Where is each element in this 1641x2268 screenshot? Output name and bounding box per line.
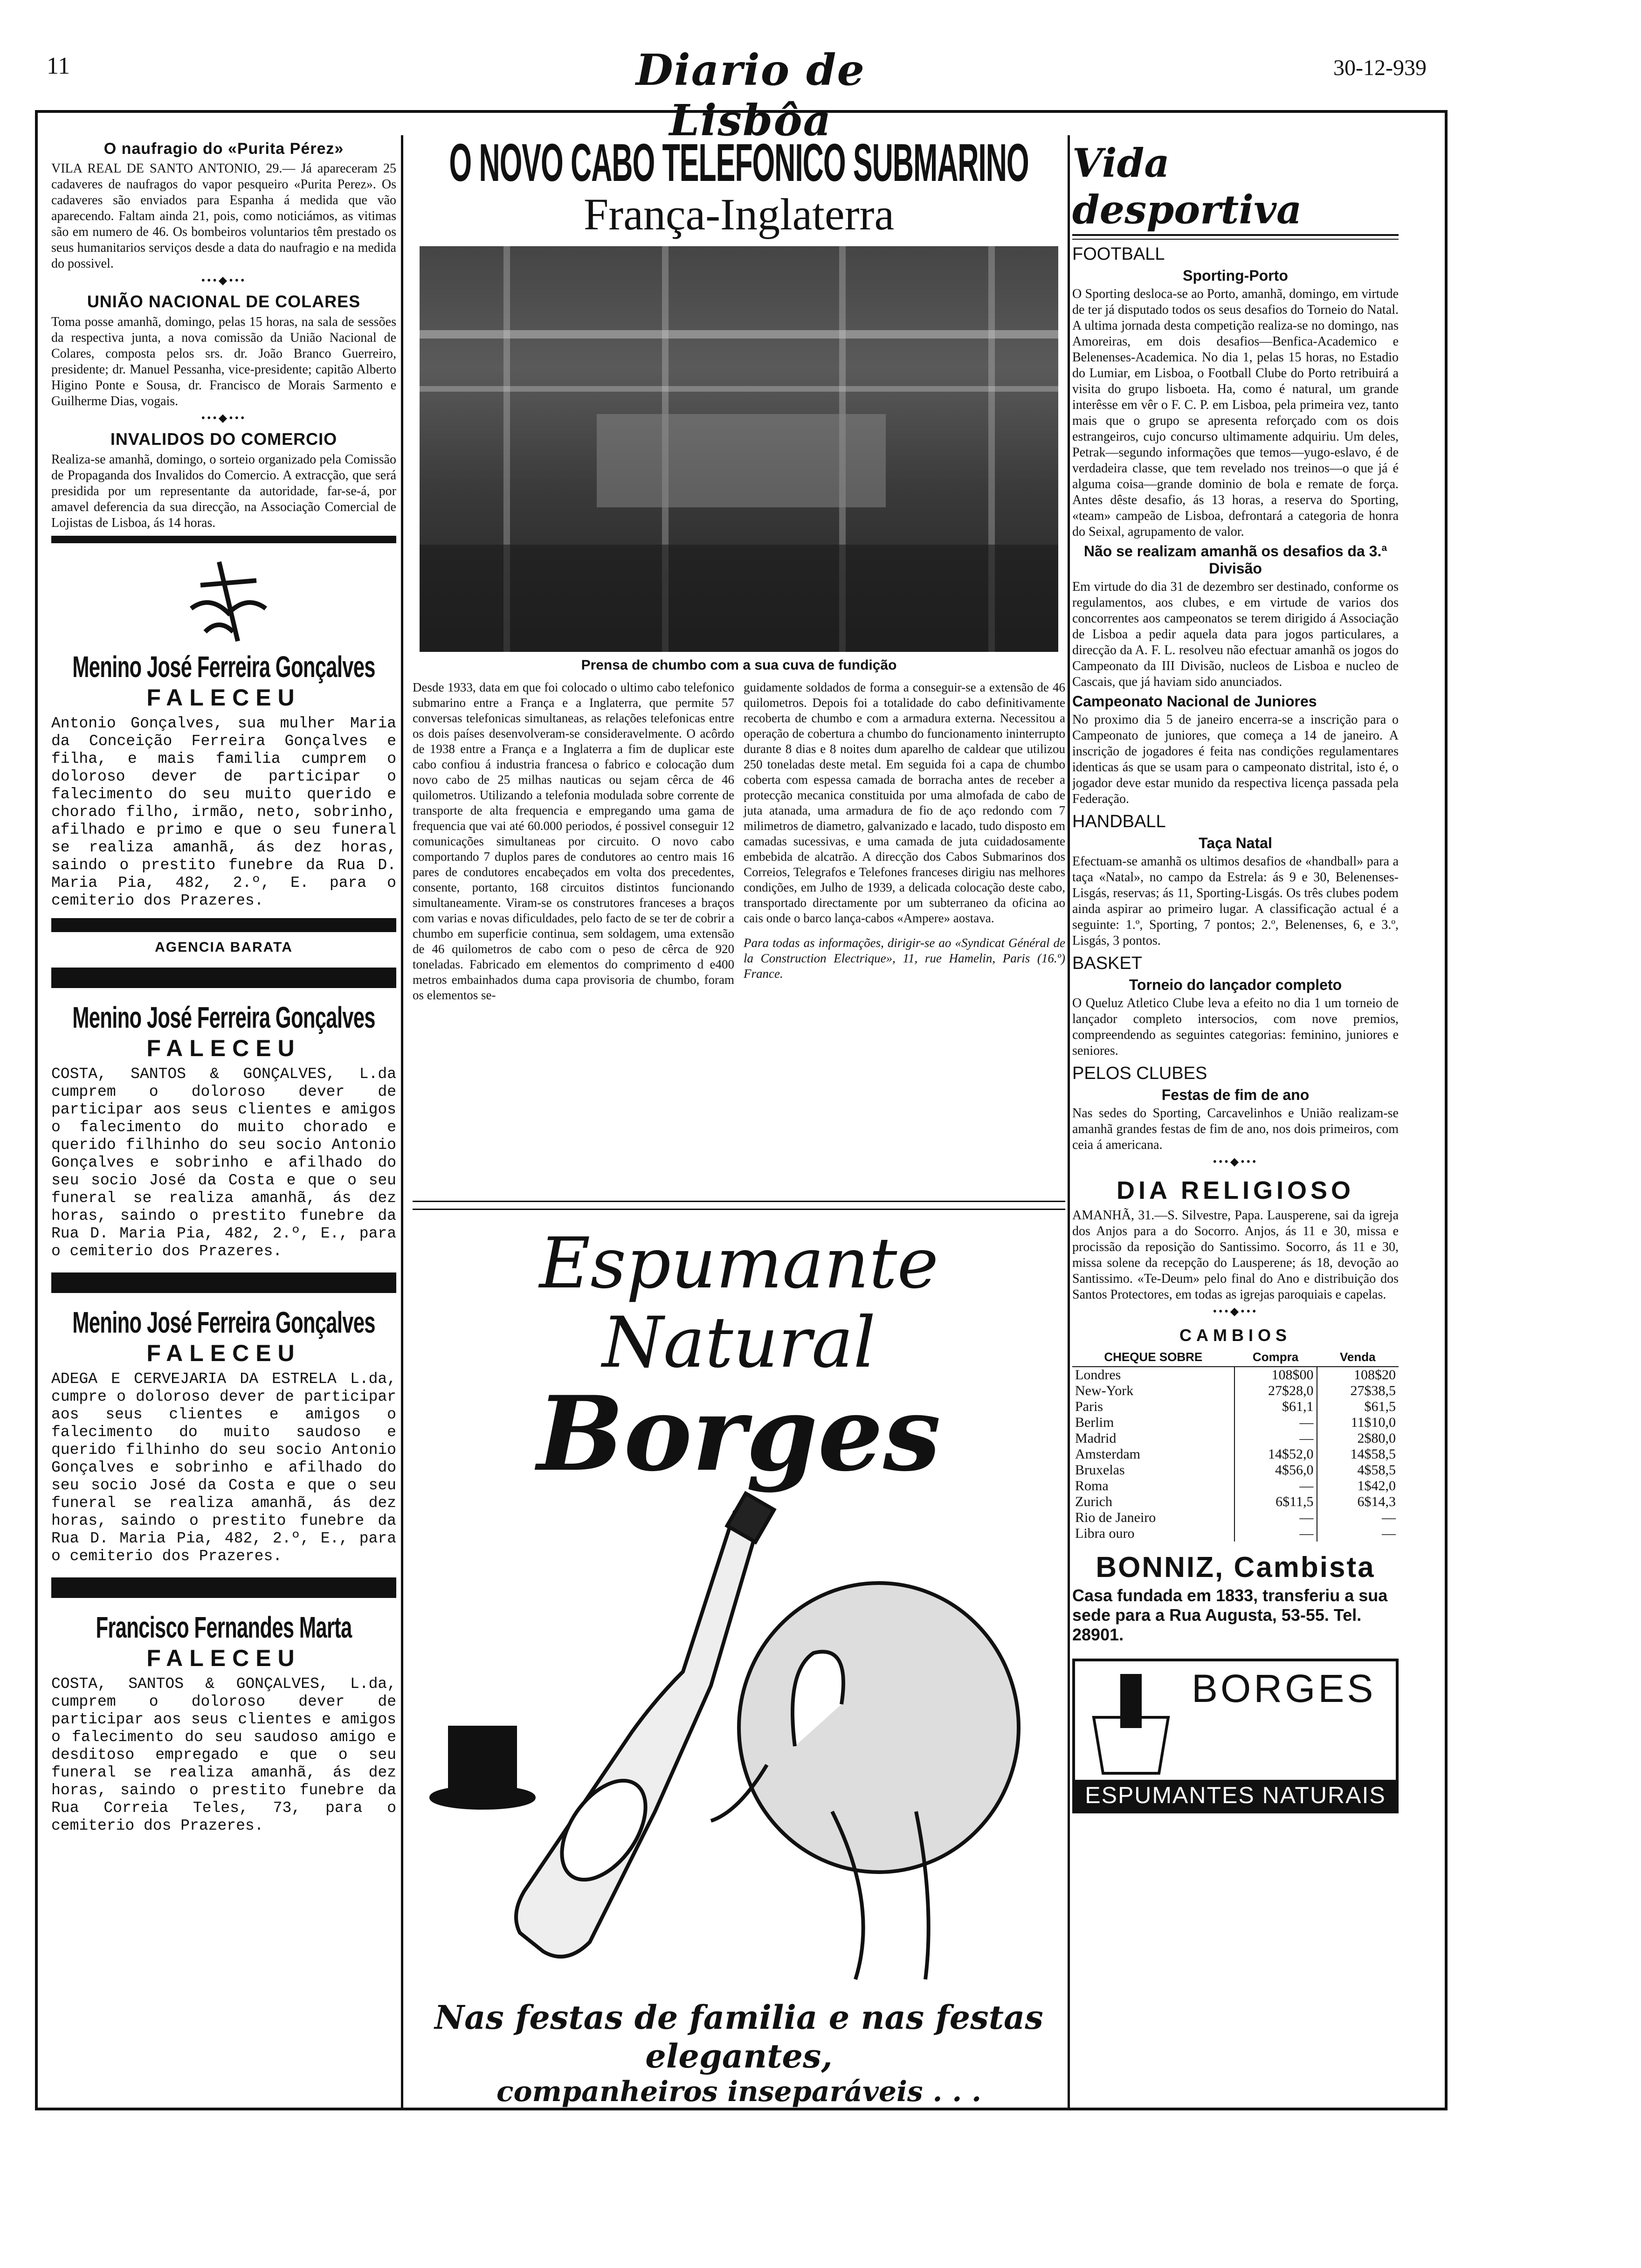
title-rule — [1072, 234, 1399, 240]
ad-footer: companheiros inseparáveis . . . — [496, 2075, 981, 2108]
currency-name: Libra ouro — [1075, 1526, 1135, 1541]
bonniz-ad-title: BONNIZ, Cambista — [1096, 1551, 1375, 1583]
article-body: AMANHÃ, 31.—S. Silvestre, Papa. Lausperene, sai da igreja dos Anjos para a do Socorro. Anjos, ás 11 e 30, missa e procissão da reposição do Santissimo. Socorro, ás 11 e 30, missa solene da recepção do Lausperene; ás 18, devoção ao Santissimo. «Te-Deum» pelo final do Ano e distribuição dos Santos Protectores, em todas as igrejas paroquiais e capelas. — [1072, 1208, 1399, 1302]
column-rule — [401, 135, 403, 2108]
exchange-table — [1072, 1348, 1399, 1542]
ornament: •••◆••• — [1213, 1306, 1258, 1318]
table-row — [1072, 1446, 1399, 1462]
table-row — [1072, 1526, 1399, 1542]
article-body: O Queluz Atletico Clube leva a efeito no dia 1 um torneio de lançador completo intersocios, com nove premios, compreendendo as seguintes categorias: feminino, juniores e seniores. — [1072, 996, 1399, 1058]
sell-rate: 2$80,0 — [1317, 1431, 1399, 1446]
currency-name: Zurich — [1075, 1494, 1112, 1509]
table-row — [1072, 1415, 1399, 1431]
ad-brand: Borges — [537, 1373, 941, 1494]
obituary-name: Menino José Ferreira Gonçalves — [72, 650, 375, 684]
divider-bar — [51, 1577, 396, 1598]
divider-bar — [51, 968, 396, 988]
buy-rate: 108$00 — [1234, 1367, 1317, 1383]
sport-section: PELOS CLUBES — [1072, 1064, 1207, 1083]
table-row — [1072, 1462, 1399, 1478]
buy-rate: — — [1234, 1431, 1317, 1446]
obituary-faleceu: FALECEU — [146, 685, 301, 711]
sell-rate: 1$42,0 — [1317, 1478, 1399, 1494]
ornament: •••◆••• — [201, 412, 247, 424]
sport-section: BASKET — [1072, 954, 1142, 973]
sell-rate: 27$38,5 — [1317, 1383, 1399, 1399]
sell-rate: — — [1317, 1526, 1399, 1542]
ornament: •••◆••• — [201, 275, 247, 287]
table-row — [1072, 1367, 1399, 1383]
obituary-name: Francisco Fernandes Marta — [96, 1611, 352, 1644]
obituary-text: ADEGA E CERVEJARIA DA ESTRELA L.da, cumpre o doloroso dever de participar aos seus clientes e amigos o falecimento do muito saudoso e querido filhinho do seu socio Antonio Gonçalves e sobrinho e afilhado do seu socio José da Costa e que o seu funeral se realiza amanhã, ás dez horas, saindo o prestito funebre da Rua D. Maria Pia, 482, 2.º, E., para o cemiterio dos Prazeres. — [51, 1370, 396, 1565]
obituary-text: COSTA, SANTOS & GONÇALVES, L.da, cumprem o doloroso dever de participar aos seus clientes e amigos o falecimento do seu saudoso amigo e desditoso empregado e que o seu funeral se realiza amanhã, ás dez horas, saindo o prestito funebre da Rua Correia Teles, 73, para o cemiterio dos Prazeres. — [51, 1675, 396, 1834]
obituary-text: COSTA, SANTOS & GONÇALVES, L.da cumprem o doloroso dever de participar aos seus clientes e amigos o falecimento do muito chorado e querido filhinho do seu socio Antonio Gonçalves e sobrinho e afilhado do seu socio José da Costa e que o seu funeral se realiza amanhã, ás dez horas, saindo o prestito funebre da Rua D. Maria Pia, 482, 2.º, E., para o cemiterio dos Prazeres. — [51, 1065, 396, 1260]
buy-rate: 14$52,0 — [1234, 1446, 1317, 1462]
ornament: •••◆••• — [1213, 1156, 1258, 1168]
currency-name: Roma — [1075, 1478, 1109, 1494]
currency-name: Amsterdam — [1075, 1446, 1140, 1462]
borges-brand: BORGES — [1192, 1666, 1376, 1710]
buy-rate: 6$11,5 — [1234, 1494, 1317, 1510]
sell-rate: 14$58,5 — [1317, 1446, 1399, 1462]
article-photo — [420, 246, 1058, 652]
obituary-text: Antonio Gonçalves, sua mulher Maria da Conceição Ferreira Gonçalves e filha, e mais familia cumprem o doloroso dever de participar o falecimento do seu muito querido e chorado filho, irmão, neto, sobrinho, afilhado e primo e que o seu funeral se realiza amanhã, ás dez horas, saindo o prestito funebre da Rua D. Maria Pia, 482, 2.º, E. para o cemiterio dos Prazeres. — [51, 715, 396, 909]
table-row — [1072, 1383, 1399, 1399]
table-row — [1072, 1478, 1399, 1494]
article-body: No proximo dia 5 de janeiro encerra-se a inscrição para o Campeonato de juniores, que começa a 14 de janeiro. A inscrição de jogadores é feita nas condições regulamentares identicas ás que se usam para o campeonato distrital, isto é, o jogador deve estar munido da respectiva licença passada pela Federação. — [1072, 712, 1399, 806]
sell-rate: — — [1317, 1510, 1399, 1526]
buy-rate: 27$28,0 — [1234, 1383, 1317, 1399]
article-title: UNIÃO NACIONAL DE COLARES — [87, 292, 361, 311]
sell-rate: 6$14,3 — [1317, 1494, 1399, 1510]
section-title: Vida desportiva — [1072, 140, 1302, 233]
table-row — [1072, 1510, 1399, 1526]
currency-name: Bruxelas — [1075, 1462, 1125, 1478]
cross-ornament-icon — [51, 553, 396, 646]
table-header: Venda — [1317, 1348, 1399, 1367]
article-title: DIA RELIGIOSO — [1116, 1176, 1355, 1204]
obituary-faleceu: FALECEU — [146, 1645, 301, 1671]
divider-bar — [51, 1272, 396, 1293]
ad-border — [413, 1201, 1065, 1210]
column-rule — [1068, 135, 1070, 2108]
table-row — [1072, 1431, 1399, 1446]
ad-headline: Espumante Natural — [539, 1223, 939, 1383]
obituary-name: Menino José Ferreira Gonçalves — [72, 1001, 375, 1034]
left-column — [51, 135, 396, 2108]
sell-rate: 108$20 — [1317, 1367, 1399, 1383]
masthead: Diario de Lisbôa — [635, 45, 865, 145]
center-article — [413, 135, 1065, 1198]
table-row — [1072, 1399, 1399, 1415]
obituary-faleceu: FALECEU — [146, 1340, 301, 1366]
table-header: CHEQUE SOBRE — [1072, 1348, 1234, 1367]
buy-rate: — — [1234, 1478, 1317, 1494]
obituary-faleceu: FALECEU — [146, 1035, 301, 1061]
buy-rate: — — [1234, 1510, 1317, 1526]
buy-rate: 4$56,0 — [1234, 1462, 1317, 1478]
right-column — [1072, 140, 1399, 2108]
article-title: Torneio do lançador completo — [1129, 976, 1342, 993]
currency-name: Paris — [1075, 1399, 1103, 1414]
article-body: O Sporting desloca-se ao Porto, amanhã, domingo, em virtude de ter já disputado todos os seus desafios do Torneio do Natal. A ultima jornada desta competição realiza-se no domingo, nas Amoreiras, em dois desafios—Benfica-Academico e Belenenses-Academica. No dia 1, pelas 15 horas, no Estadio do Lumiar, em Lisboa, o Football Clube do Porto retribuirá a visita do grupo lisboeta. Ha, como é natural, um grande interêsse em vêr o F. C. P. em Lisboa, pela primeira vez, tanto mais que o grupo se apresenta reforçado com os dois estrangeiros, cujo concurso ultimamente adquiriu. Um deles, Petrak—segundo informações que temos—yugo-eslavo, é de verdadeira classe, que tem revelado nos treinos—o que já é alguma coisa—grande dominio de bola e remate de força. Antes dêste desafio, ás 13 horas, a reserva do Sporting, «team» campeão de Lisboa, defrontará a categoria de honra do Seixal, agrupamento de valor. — [1072, 287, 1399, 539]
article-title: Não se realizam amanhã os desafios da 3.ª Divisão — [1083, 543, 1387, 577]
article-body: VILA REAL DE SANTO ANTONIO, 29.— Já apareceram 25 cadaveres de naufragos do vapor pesqueiro «Purita Perez». Os cadaveres são enviados para Espanha á medida que vão aparecendo. Faltam ainda 21, pois, como noticiámos, as vitimas são em numero de 46. Os bombeiros voluntarios têm prestado os seus humanitarios serviços desde a data do naufragio e na medida do possivel. — [51, 161, 396, 271]
article-body: Nas sedes do Sporting, Carcavelinhos e União realizam-se amanhã grandes festas de fim de ano, nos dois primeiros, com ceia á americana. — [1072, 1106, 1399, 1152]
bonniz-ad-text: Casa fundada em 1833, transferiu a sua sede para a Rua Augusta, 53-55. Tel. 28901. — [1072, 1586, 1388, 1644]
article-title: INVALIDOS DO COMERCIO — [110, 429, 338, 449]
article-body: Realiza-se amanhã, domingo, o sorteio organizado pela Comissão de Propaganda dos Invalidos do Comercio. A extracção, que será presidida por um representante da autoridade, far-se-á, por amavel deferencia da sua direcção, na Associação Comercial de Lojistas de Lisboa, ás 14 horas. — [51, 452, 396, 530]
divider-bar — [51, 918, 396, 932]
currency-name: Rio de Janeiro — [1075, 1510, 1156, 1525]
divider-bar — [51, 536, 396, 543]
ad-footer: Nas festas de familia e nas festas elegantes, — [434, 1998, 1043, 2075]
obituary-name: Menino José Ferreira Gonçalves — [72, 1306, 375, 1339]
article-body: Toma posse amanhã, domingo, pelas 15 horas, na sala de sessões da respectiva junta, a nova comissão da União Nacional de Colares, composta pelos srs. dr. João Branco Guerreiro, presidente; dr. Manuel Pessanha, vice-presidente; capitão Alberto Higino Ponte e Sousa, dr. Francisco de Morais Sarmento e Guilherme Dias, vogais. — [51, 315, 396, 408]
table-header: Compra — [1234, 1348, 1317, 1367]
sell-rate: $61,5 — [1317, 1399, 1399, 1415]
table-row — [1072, 1494, 1399, 1510]
article-body: Efectuam-se amanhã os ultimos desafios de «handball» para a taça «Natal», no campo da Estrela: ás 9 e 30, Belenenses-Lisgás, reservas; ás 11, Sporting-Lisgás. Os três clubes podem ainda aspirar ao primeiro lugar. A classificação actual é a seguinte: 1.º, Sporting, 7 pontos; 2.º, Belenenses, 6, e 3.º, Lisgás, 3 pontos. — [1072, 854, 1399, 948]
borges-tagline: ESPUMANTES NATURAIS — [1075, 1780, 1396, 1811]
bottle-bucket-icon — [1084, 1671, 1178, 1778]
buy-rate: $61,1 — [1234, 1399, 1317, 1415]
issue-date: 30-12-939 — [1333, 55, 1427, 80]
ad-illustration — [413, 1485, 1065, 1998]
currency-name: Berlim — [1075, 1415, 1114, 1430]
borges-advertisement — [413, 1201, 1065, 2110]
currency-name: Madrid — [1075, 1431, 1117, 1446]
article-title: Campeonato Nacional de Juniores — [1072, 693, 1317, 710]
exchange-title: CAMBIOS — [1179, 1326, 1291, 1345]
funeral-agency: AGENCIA BARATA — [155, 940, 293, 955]
article-body: guidamente soldados de forma a conseguir-se a extensão de 46 quilometros. Depois foi a totalidade do cabo definitivamente recoberta de chumbo e com a armadura externa. Necessitou a operação de cobertura a chumbo do funcionamento ininterrupto durante 8 dias e 8 noites dum aparelho de caldear que utilizou 250 toneladas deste metal. Em seguida foi a capa de chumbo coberta com espessa camada de borracha antes de receber a protecção mecanica constituida por uma almofada de cabo de juta atanada, uma armadura de fio de aço redondo com 7 milimetros de diametro, galvanizado e lacado, tudo disposto em camadas sucessivas, e uma camada de juta cuidadosamente embebida de alcatrão. A direcção dos Cabos Submarinos dos Correios, Telegrafos e Telefones franceses dirigiu nas melhores condições, em Julho de 1939, a delicada colocação deste cabo, transportado directamente por um subterraneo da oficina ao cais onde o barco lança-cabos «Ampere» aostava. — [744, 680, 1065, 925]
sport-section: FOOTBALL — [1072, 244, 1165, 264]
currency-name: New-York — [1075, 1383, 1134, 1398]
buy-rate: — — [1234, 1415, 1317, 1431]
article-title: Sporting-Porto — [1183, 267, 1288, 284]
main-subheadline: França-Inglaterra — [583, 189, 895, 239]
article-title: Taça Natal — [1199, 835, 1272, 851]
article-body: Em virtude do dia 31 de dezembro ser destinado, conforme os regulamentos, aos clubes, e em virtude de varios dos concorrentes aos campeonatos se terem dirigido á Associação de Lisboa a pedir aquela data para jogos particulares, a direcção da A. F. L. resolveu não efectuar amanhã os jogos do Campeonato da III Divisão, nucleos de Lisboa e nucleo de Cascais, que já haviam sido anunciados. — [1072, 580, 1399, 689]
currency-name: Londres — [1075, 1367, 1121, 1383]
sell-rate: 11$10,0 — [1317, 1415, 1399, 1431]
borges-small-ad — [1072, 1659, 1399, 1813]
main-headline: O NOVO CABO TELEFONICO SUBMARINO — [449, 135, 1029, 193]
article-title: Festas de fim de ano — [1161, 1086, 1310, 1103]
sport-section: HANDBALL — [1072, 812, 1166, 831]
buy-rate: — — [1234, 1526, 1317, 1542]
article-title: O naufragio do «Purita Pérez» — [103, 140, 344, 158]
page-number: 11 — [47, 53, 70, 79]
photo-caption: Prensa de chumbo com a sua cuva de fundição — [581, 657, 897, 673]
sell-rate: 4$58,5 — [1317, 1462, 1399, 1478]
article-note: Para todas as informações, dirigir-se ao «Syndicat Général de la Construction Electrique», 11, rue Hamelin, Paris (16.º) France. — [744, 936, 1065, 981]
bottle-and-turkey-icon — [413, 1485, 1065, 1998]
article-body: Desde 1933, data em que foi colocado o ultimo cabo telefonico submarino entre a França e a Inglaterra, que permite 57 conversas telefonicas simultaneas, as relações telefonicas entre os dois países desenvolveram-se consideravelmente. O acôrdo de 1938 entre a França e a Inglaterra a fim de duplicar este cabo confiou á industria francesa o fabrico e colocação dum novo cabo de 25 milhas nauticas ou sejam cêrca de 46 quilometros. Utilizando a telefonia modulada sobre corrente de transporte de alta frequencia e empregando uma gama de frequencia que vai até 60.000 periodos, é possivel conseguir 12 comunicações simultaneas por circuito. O novo cabo comportando 7 duplos pares de condutores ao centro mais 16 pares de condutores encabeçados em volta dos precedentes, consente, portanto, 168 circuitos distintos funcionando simultaneamente. Viram-se os construtores franceses a braços com varias e novas dificuldades, pelo facto de se ter de cobrir a chumbo em superficie continua, sem soldagem, uma extensão de 46 quilometros de cabo com o peso de cêrca de 920 toneladas. Fabricado em elementos do comprimento d e400 metros embainhados duma capa provisoria de chumbo, foram os elementos se- — [413, 680, 734, 1002]
